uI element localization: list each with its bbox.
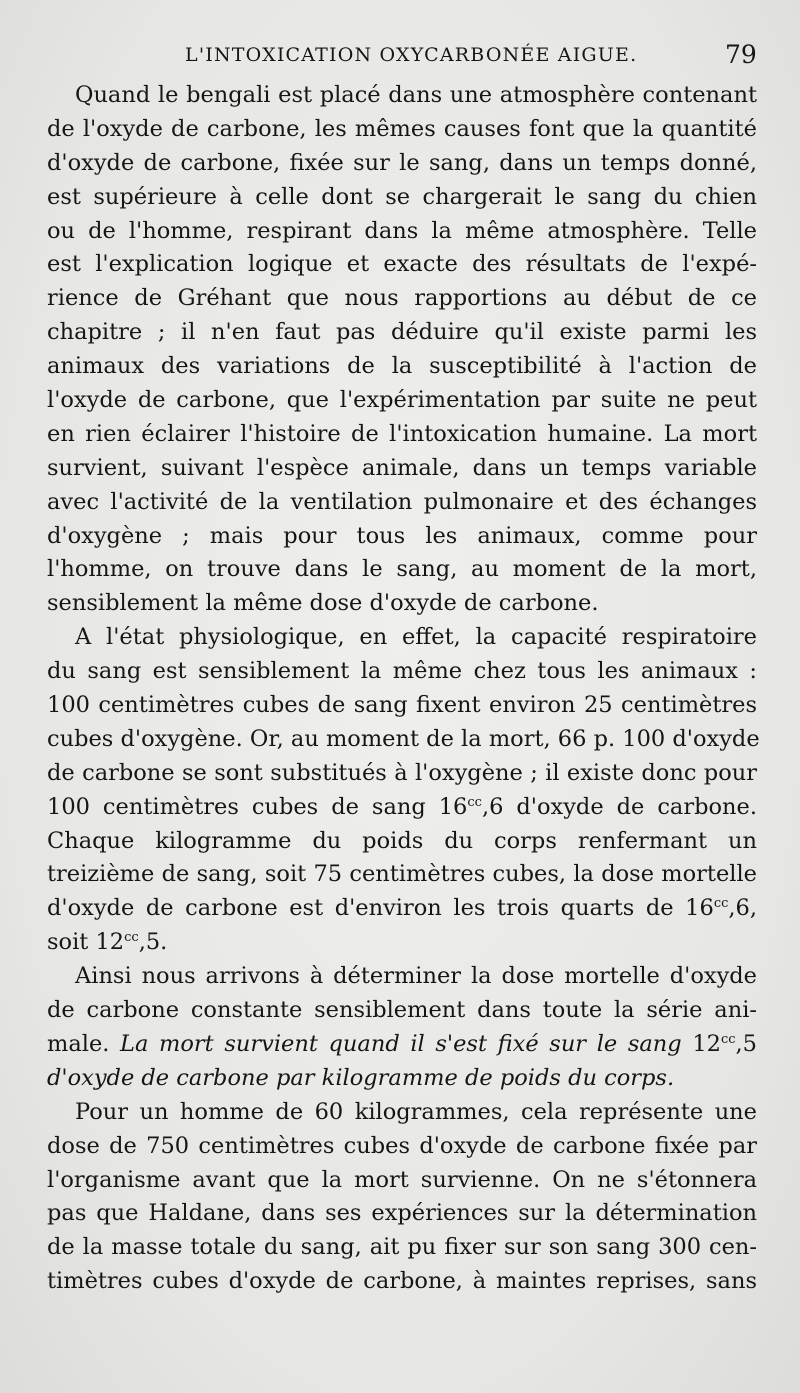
italic-text: La mort survient quand il s'est fixé sur le sang [120, 1030, 682, 1057]
text-segment: pas que Haldane, dans ses expériences sur la détermination [47, 1200, 757, 1227]
text-segment: rience de Gréhant que nous rapportions au début de ce [47, 285, 757, 312]
italic-text: d'oxyde de carbone par kilogramme de poids du corps. [47, 1064, 675, 1091]
text-line [47, 791, 757, 825]
paragraph [47, 960, 757, 1096]
text-segment: de l'oxyde de carbone, les mêmes causes font que la quantité [47, 115, 757, 142]
text-segment: treizième de sang, soit 75 centimètres cubes, la dose mortelle [47, 861, 757, 888]
page-header [0, 40, 800, 70]
text-segment: d'oxyde de carbone est d'environ les trois quarts de 16 [47, 895, 714, 922]
text-segment: dose de 750 centimètres cubes d'oxyde de carbone fixée par [47, 1132, 757, 1159]
text-segment: A l'état physiologique, en effet, la capacité respiratoire [75, 624, 757, 651]
text-segment: Pour un homme de 60 kilogrammes, cela représente une [75, 1098, 757, 1125]
text-segment: de la masse totale du sang, ait pu fixer sur son sang 300 cen- [47, 1234, 757, 1261]
text-line [47, 757, 757, 791]
text-segment: l'oxyde de carbone, que l'expérimentation par suite ne peut [47, 387, 757, 414]
text-line [47, 553, 757, 587]
text-line [47, 926, 757, 960]
text-segment: d'oxyde de carbone, fixée sur le sang, dans un temps donné, [47, 149, 757, 176]
text-line [47, 825, 757, 859]
text-line [47, 1265, 757, 1299]
text-segment: chapitre ; il n'en faut pas déduire qu'il existe parmi les [47, 319, 757, 346]
text-line [47, 1028, 757, 1062]
page-number: 79 [725, 40, 757, 69]
text-segment: survient, suivant l'espèce animale, dans un temps variable [47, 454, 757, 481]
text-segment: avec l'activité de la ventilation pulmonaire et des échanges [47, 488, 757, 515]
text-segment: ,6, [728, 895, 757, 922]
text-line [47, 486, 757, 520]
text-segment: cubes d'oxygène. Or, au moment de la mort, 66 p. 100 d'oxyde [47, 725, 760, 752]
body-text [47, 79, 760, 1299]
text-segment: 100 centimètres cubes de sang 16 [47, 793, 468, 820]
text-line [47, 215, 757, 249]
text-line [47, 79, 757, 113]
text-segment: Ainsi nous arrivons à déterminer la dose mortelle d'oxyde [75, 963, 757, 990]
text-line [47, 520, 757, 554]
paragraph [47, 79, 757, 621]
text-line [47, 994, 757, 1028]
text-line [47, 892, 757, 926]
superscript-unit: cc [713, 896, 729, 912]
text-line [47, 1096, 757, 1130]
text-segment: de carbone se sont substitués à l'oxygène ; il existe donc pour [47, 759, 757, 786]
text-line [47, 689, 757, 723]
text-line [47, 621, 757, 655]
text-segment: ou de l'homme, respirant dans la même atmosphère. Telle [47, 217, 757, 244]
text-line [47, 282, 757, 316]
text-line [47, 858, 757, 892]
text-line [47, 350, 757, 384]
text-segment: est l'explication logique et exacte des résultats de l'expé- [47, 251, 757, 278]
text-segment: animaux des variations de la susceptibilité à l'action de [47, 353, 757, 380]
text-line [47, 723, 760, 757]
text-segment: l'homme, on trouve dans le sang, au moment de la mort, [47, 556, 757, 583]
text-segment: en rien éclairer l'histoire de l'intoxication humaine. La mort [47, 420, 757, 447]
text-segment: d'oxygène ; mais pour tous les animaux, comme pour [47, 522, 757, 549]
text-line [47, 452, 757, 486]
text-segment: sensiblement la même dose d'oxyde de carbone. [47, 590, 599, 617]
text-line [47, 418, 757, 452]
paragraph [47, 621, 760, 960]
text-segment: Chaque kilogramme du poids du corps renfermant un [47, 827, 757, 854]
text-segment: 12 [681, 1030, 721, 1057]
text-line [47, 655, 757, 689]
paragraph [47, 1096, 757, 1299]
text-segment: timètres cubes d'oxyde de carbone, à maintes reprises, sans [47, 1268, 757, 1295]
text-segment: Quand le bengali est placé dans une atmosphère contenant [75, 82, 757, 108]
text-segment: 100 centimètres cubes de sang fixent environ 25 centimètres [47, 692, 757, 719]
text-line [47, 1231, 757, 1265]
superscript-unit: cc [467, 794, 482, 810]
superscript-unit: cc [124, 930, 139, 946]
text-line [47, 113, 757, 147]
text-line [47, 1164, 757, 1198]
text-segment: ,5 [735, 1030, 757, 1057]
text-segment: male. [47, 1030, 121, 1057]
text-line [47, 181, 757, 215]
superscript-unit: cc [720, 1031, 736, 1047]
text-segment: de carbone constante sensiblement dans toute la série ani- [47, 997, 757, 1024]
text-line [47, 1197, 757, 1231]
text-line [47, 1062, 757, 1096]
text-line [47, 316, 757, 350]
running-title: L'INTOXICATION OXYCARBONÉE AIGUE. [185, 44, 638, 66]
text-line [47, 1130, 757, 1164]
text-segment: l'organisme avant que la mort survienne. On ne s'étonnera [47, 1166, 757, 1193]
text-line [47, 147, 757, 181]
text-line [47, 587, 757, 621]
text-line [47, 248, 757, 282]
text-line [47, 384, 757, 418]
text-line [47, 960, 757, 994]
text-segment: ,5. [138, 929, 168, 956]
text-segment: du sang est sensiblement la même chez tous les animaux : [47, 658, 757, 685]
text-segment: est supérieure à celle dont se chargerait le sang du chien [47, 183, 757, 210]
text-segment: ,6 d'oxyde de carbone. [481, 793, 757, 820]
text-segment: soit 12 [47, 929, 125, 956]
